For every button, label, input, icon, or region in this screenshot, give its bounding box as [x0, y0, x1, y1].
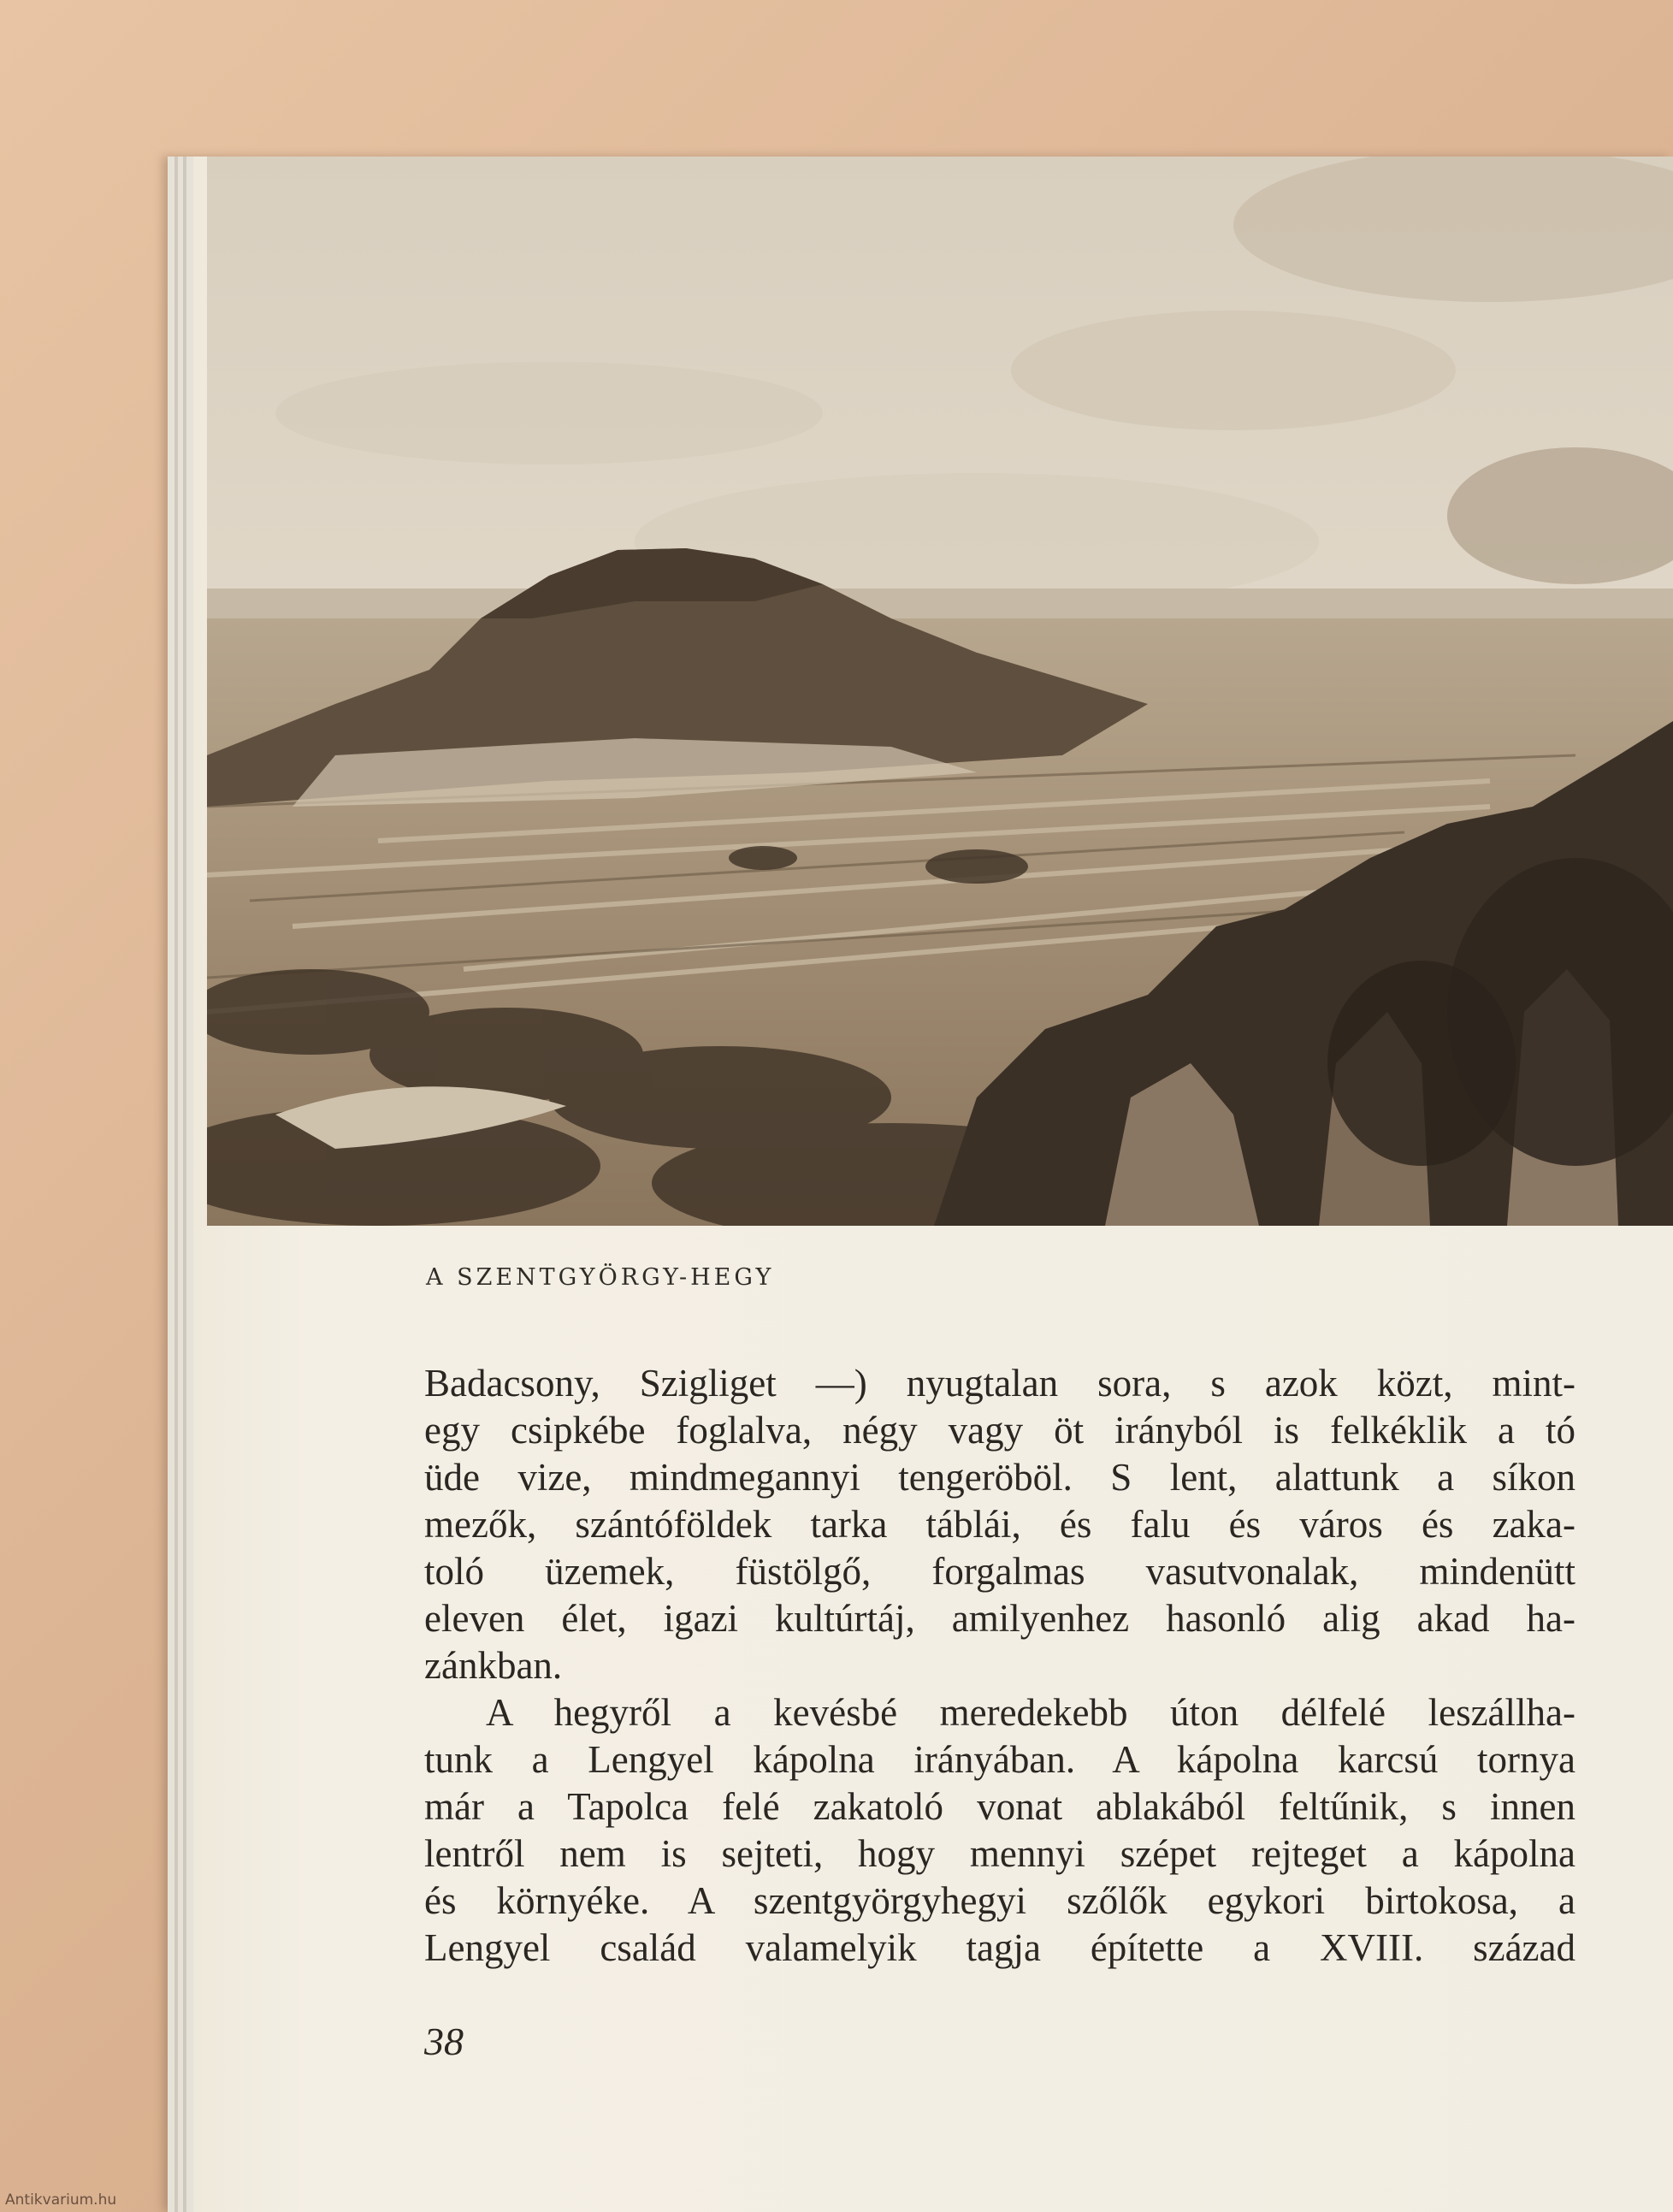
body-text — [424, 1360, 1575, 1972]
text-line: már a Tapolca felé zakatoló vonat ablakából feltűnik, s innen — [424, 1785, 1575, 1828]
page-edge — [183, 157, 186, 2212]
page-edge — [174, 157, 178, 2212]
text-line: Lengyel család valamelyik tagja építette a XVIII. század — [424, 1926, 1575, 1969]
text-line: eleven élet, igazi kultúrtáj, amilyenhez hasonló alig akad ha- — [424, 1597, 1575, 1640]
text-line: egy csipkébe foglalva, négy vagy öt irányból is felkéklik a tó — [424, 1409, 1575, 1452]
text-line: mezők, szántóföldek tarka táblái, és falu és város és zaka- — [424, 1503, 1575, 1546]
text-line: és környéke. A szentgyörgyhegyi szőlők egykori birtokosa, a — [424, 1879, 1575, 1922]
text-line: toló üzemek, füstölgő, forgalmas vasutvonalak, mindenütt — [424, 1550, 1575, 1593]
text-line: üde vize, mindmegannyi tengeröböl. S lent, alattunk a síkon — [424, 1456, 1575, 1499]
text-line: Badacsony, Szigliget —) nyugtalan sora, s azok közt, mint- — [424, 1362, 1575, 1405]
landscape-photo — [207, 157, 1673, 1226]
photo-caption: A SZENTGYÖRGY-HEGY — [426, 1264, 775, 1291]
text-line: A hegyről a kevésbé meredekebb úton délfelé leszállha- — [486, 1691, 1575, 1734]
watermark: Antikvarium.hu — [5, 2191, 117, 2209]
text-line: tunk a Lengyel kápolna irányában. A kápolna karcsú tornya — [424, 1738, 1575, 1781]
text-line: zánkban. — [424, 1644, 563, 1687]
text-line: lentről nem is sejteti, hogy mennyi szépet rejteget a kápolna — [424, 1832, 1575, 1875]
page-number: 38 — [424, 2020, 464, 2063]
